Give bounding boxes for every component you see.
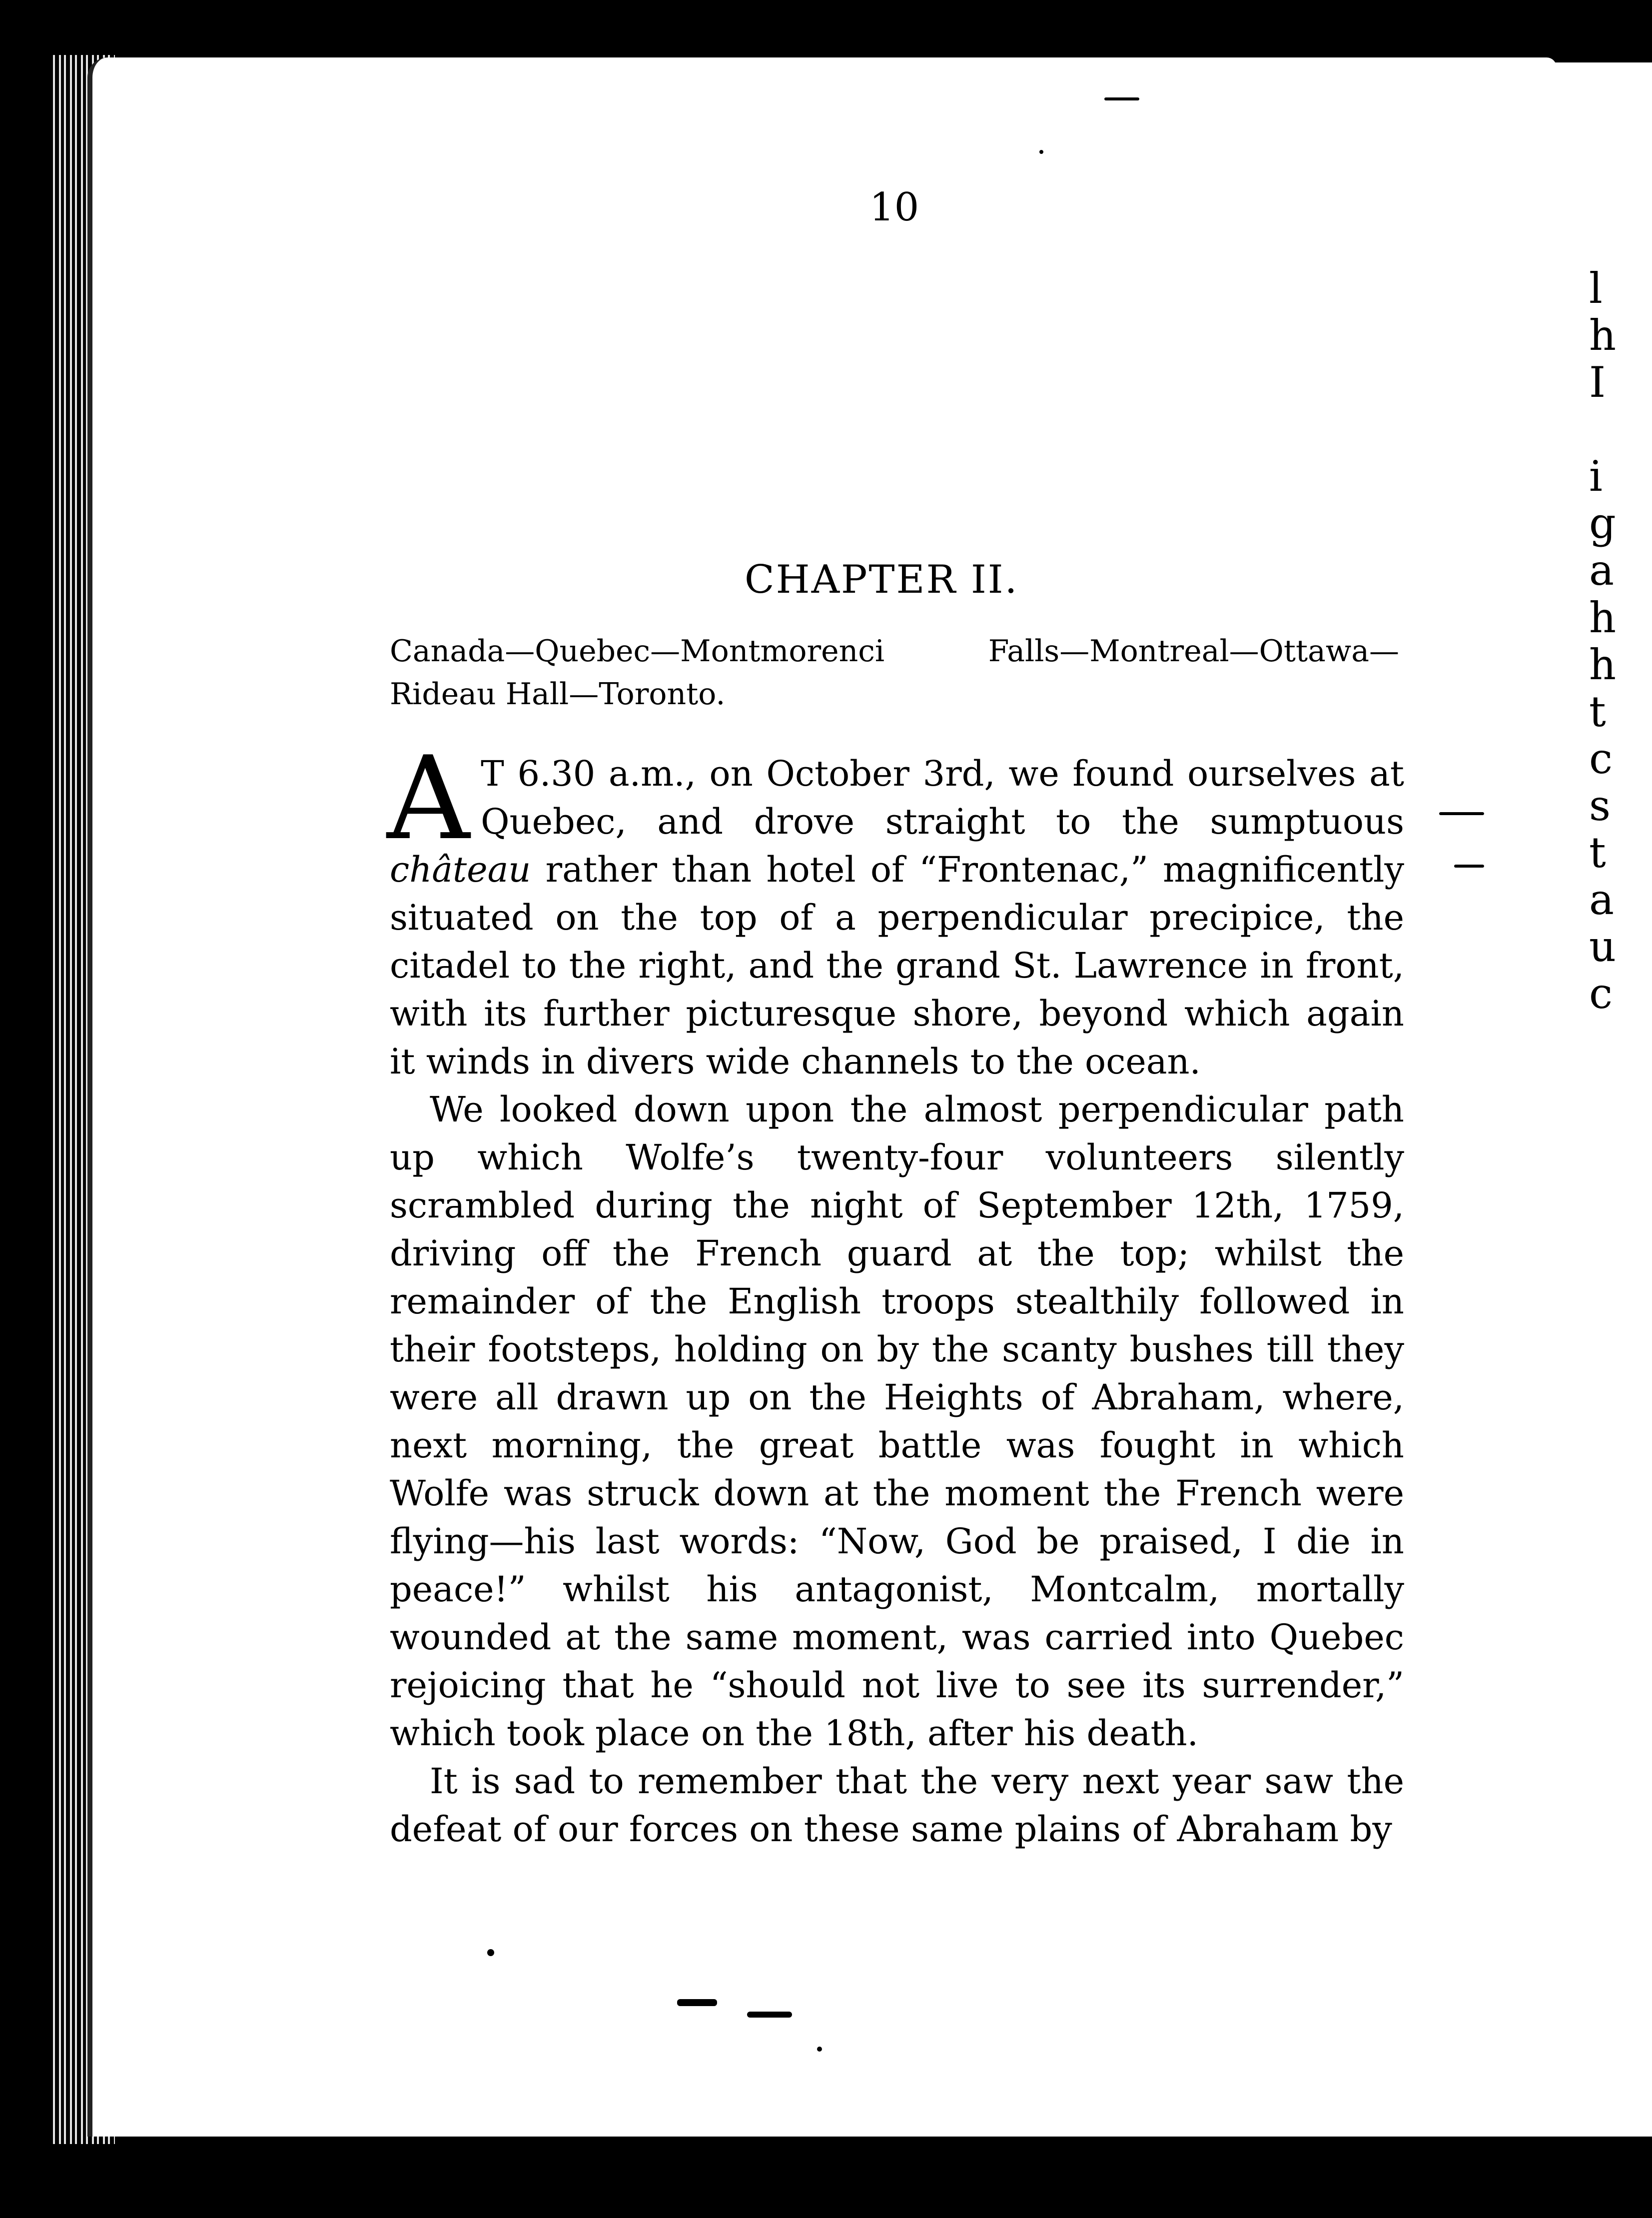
summary-line-2: Rideau Hall—Toronto. — [390, 677, 726, 712]
paragraph-1 — [387, 732, 1404, 1086]
drop-cap: A — [387, 732, 470, 866]
summary-line-1: Canada—Quebec—Montmorenci Falls—Montreal—Ottawa— — [390, 634, 1399, 669]
chapter-summary — [390, 630, 1399, 716]
page-number: 10 — [869, 185, 919, 230]
paragraph-2: We looked down upon the almost perpendicular path up which Wolfe’s twenty-four volunteers silently scrambled during the night of September 12th, 1759, driving off the French guard at the top; whilst the remainder of the English troops stealthily followed in their footsteps, holding on by the scanty bushes till they were all drawn up on the Heights of Abraham, where, next morning, the great battle was fought in which Wolfe was struck down at the moment the French were flying—his last words: “Now, God be praised, I die in peace!” whilst his antagonist, Montcalm, mortally wounded at the same moment, was carried into Quebec rejoicing that he “should not live to see its surrender,” which took place on the 18th, after his death. — [390, 1089, 1404, 1754]
chapter-title: CHAPTER II. — [745, 557, 1019, 602]
paragraph-1-text-b: rather than hotel of “Frontenac,” magnificently situated on the top of a perpendicular precipice, the citadel to the right, and the grand St. Lawrence in front, with its further picturesque shore, beyond which again it winds in divers wide channels to the ocean. — [390, 849, 1404, 1082]
paragraph-1-italic: château — [390, 849, 531, 890]
body-text — [387, 732, 1404, 1853]
paragraph-3: It is sad to remember that the very next year saw the defeat of our forces on these same plains of Abraham by — [390, 1761, 1404, 1850]
paragraph-1-text-a: T 6.30 a.m., on October 3rd, we found ourselves at Quebec, and drove straight to the sumptuous — [481, 753, 1404, 842]
facing-page-letters: l h I i g a h h t c s t a u c — [1589, 264, 1617, 1019]
